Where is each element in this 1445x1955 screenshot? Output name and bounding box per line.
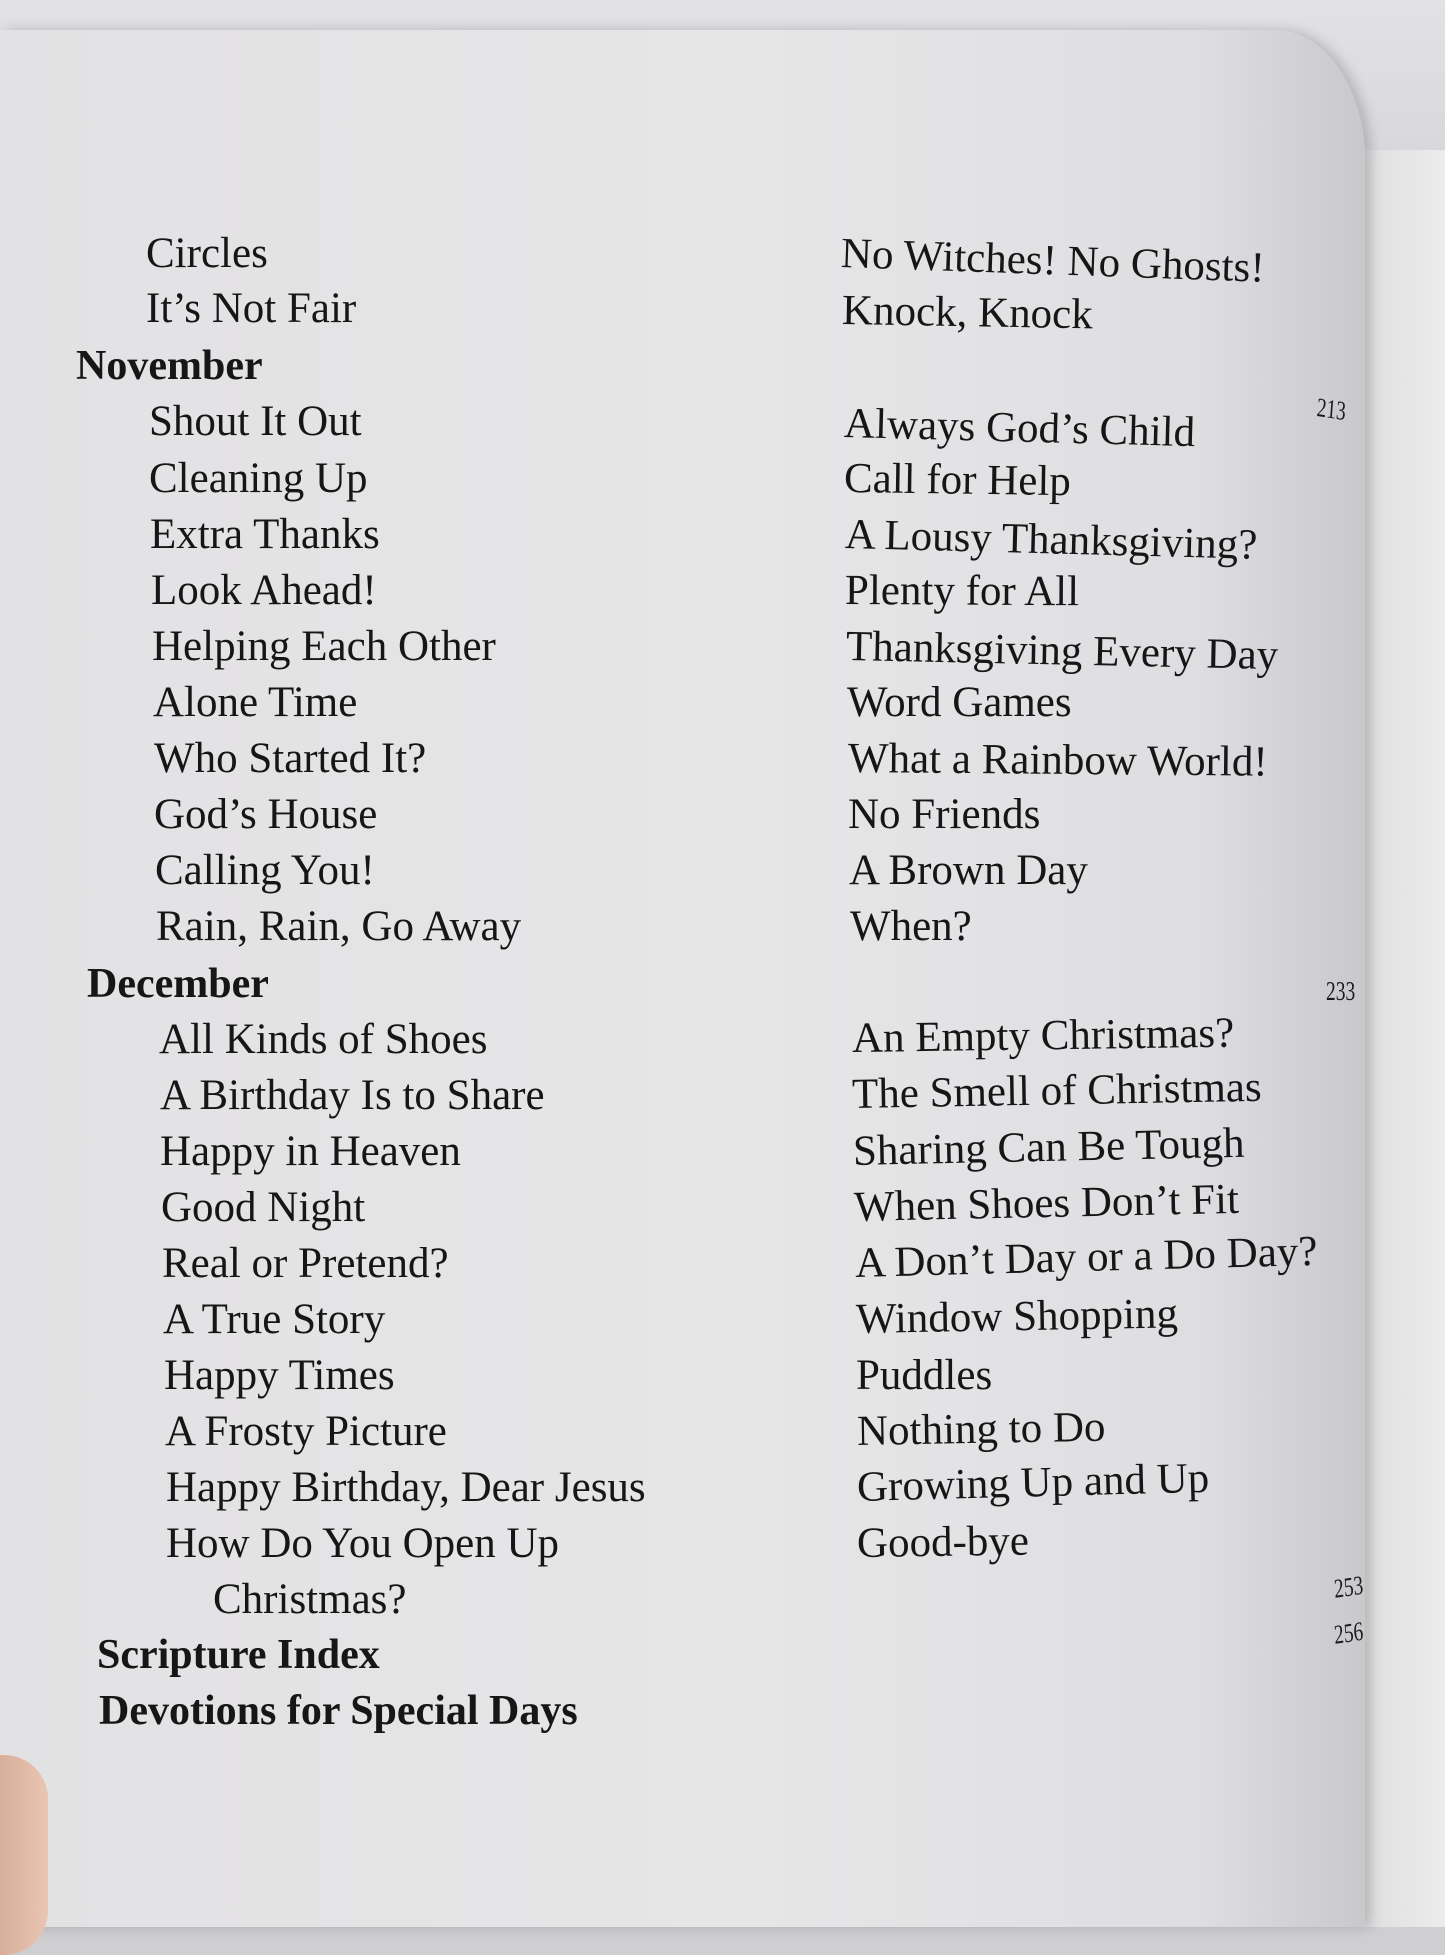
toc-entry: When Shoes Don’t Fit [853, 1175, 1240, 1231]
toc-entry: Who Started It? [154, 735, 427, 782]
toc-entry: When? [850, 903, 972, 950]
month-heading: November [76, 343, 263, 389]
toc-entry: What a Rainbow World! [847, 735, 1268, 786]
toc-entry: Real or Pretend? [162, 1240, 449, 1287]
toc-entry: It’s Not Fair [146, 285, 357, 332]
toc-entry: A Don’t Day or a Do Day? [854, 1227, 1318, 1287]
toc-entry: Always God’s Child [843, 400, 1196, 457]
toc-entry-continuation: Christmas? [213, 1576, 407, 1623]
book-page [0, 30, 1365, 1927]
toc-entry: A Birthday Is to Share [160, 1072, 545, 1119]
section-heading: Devotions for Special Days [99, 1688, 578, 1734]
toc-entry: Happy Birthday, Dear Jesus [166, 1464, 646, 1511]
toc-entry: Good Night [161, 1184, 366, 1231]
toc-entry: Plenty for All [844, 567, 1080, 616]
toc-entry: Sharing Can Be Tough [852, 1119, 1245, 1175]
toc-entry: A True Story [163, 1296, 386, 1343]
toc-entry: Rain, Rain, Go Away [156, 903, 522, 950]
toc-entry: Calling You! [155, 847, 375, 894]
toc-entry: Window Shopping [855, 1290, 1179, 1343]
toc-entry: Nothing to Do [856, 1403, 1106, 1455]
toc-entry: Thanksgiving Every Day [845, 623, 1279, 680]
page-number: 213 [1315, 392, 1348, 427]
toc-entry: Happy Times [164, 1352, 395, 1399]
toc-entry: Circles [146, 230, 268, 277]
toc-entry: Happy in Heaven [160, 1128, 461, 1175]
toc-entry: Look Ahead! [151, 567, 377, 614]
toc-entry: How Do You Open Up [166, 1520, 560, 1567]
toc-entry: Shout It Out [149, 398, 362, 445]
toc-entry: Helping Each Other [152, 623, 496, 670]
toc-entry: A Lousy Thanksgiving? [844, 511, 1258, 569]
page-number: 256 [1333, 1615, 1365, 1650]
toc-entry: Call for Help [843, 455, 1072, 506]
toc-entry: Alone Time [153, 679, 358, 726]
toc-entry: Good-bye [856, 1517, 1030, 1567]
toc-entry: All Kinds of Shoes [159, 1016, 488, 1063]
toc-entry: Knock, Knock [841, 287, 1094, 339]
toc-entry: Puddles [856, 1352, 993, 1399]
toc-entry: Growing Up and Up [856, 1454, 1210, 1511]
page-number: 233 [1326, 976, 1356, 1006]
toc-entry: Cleaning Up [149, 455, 368, 502]
month-heading: December [87, 961, 269, 1007]
page-number: 253 [1333, 1569, 1365, 1604]
toc-entry: No Witches! No Ghosts! [840, 230, 1266, 292]
toc-entry: A Frosty Picture [165, 1408, 447, 1455]
section-heading: Scripture Index [97, 1632, 380, 1678]
toc-entry: No Friends [848, 791, 1041, 838]
toc-entry: Word Games [847, 679, 1072, 726]
toc-entry: An Empty Christmas? [851, 1009, 1235, 1062]
toc-entry: The Smell of Christmas [851, 1063, 1262, 1118]
thumb [0, 1755, 48, 1955]
toc-entry: A Brown Day [849, 847, 1088, 894]
toc-entry: God’s House [154, 791, 378, 838]
toc-entry: Extra Thanks [150, 511, 380, 558]
